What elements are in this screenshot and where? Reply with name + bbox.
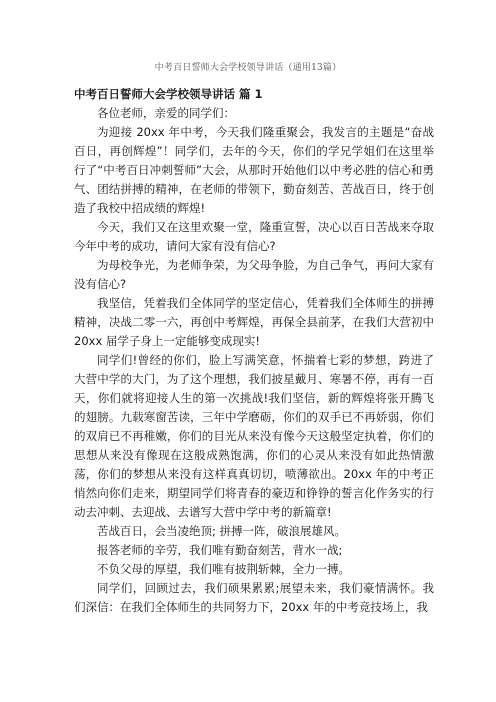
- paragraph: 苦战百日，会当凌绝顶; 拼搏一阵，破浪展雄风。: [97, 524, 347, 538]
- paragraph: 同学们，回顾过去，我们硕果累累;展望未来，我们豪情满怀。我们深信：在我们全体师生的共同努力下，20xx 年的中考竞技场上，我: [74, 581, 434, 614]
- document-body: [74, 86, 434, 617]
- paragraph: 不负父母的厚望，我们唯有披荆斩棘，全力一搏。: [97, 562, 350, 576]
- paragraph-greeting: 各位老师，亲爱的同学们：: [97, 106, 235, 120]
- paragraph: 报答老师的辛劳，我们唯有勤奋刻苦，背水一战;: [97, 543, 343, 557]
- section-title: 中考百日誓师大会学校领导讲话 篇 1: [74, 87, 263, 101]
- paragraph: 为母校争光，为老师争荣，为父母争脸，为自己争气，再问大家有没有信心?: [74, 258, 434, 291]
- document-header-title: 中考百日誓师大会学校领导讲话（通用13篇）: [154, 63, 342, 73]
- paragraph: 今天，我们又在这里欢聚一堂，隆重宣誓，决心以百日苦战来夺取今年中考的成功，请问大家有没有信心?: [74, 220, 434, 253]
- paragraph: 为迎接 20xx 年中考，今天我们隆重聚会，我发言的主题是“奋战百日，再创辉煌”！同学们，去年的今天，你们的学兄学姐们在这里举行了“中考百日冲刺誓师”大会，从那时开始他们以中考必胜的信心和勇气、团结拼搏的精神，在老师的带领下，勤奋刻苦、苦战百日，终于创造了我校中招成绩的辉煌!: [74, 125, 434, 215]
- paragraph: 同学们!曾经的你们，脸上写满笑意，怀揣着七彩的梦想，跨进了大营中学的大门，为了这个理想，我们披星戴月、寒暑不停，再有一百天，你们就将迎接人生的第一次挑战!我们坚信，新的辉煌将张开腾飞的翅膀。九载寒窗苦读，三年中学磨砺，你们的双手已不再娇弱，你们的双肩已不再稚嫩，你们的目光从来没有像今天这般坚定执着，你们的思想从来没有像现在这般成熟饱满，你们的心灵从来没有如此热情激荡，你们的梦想从来没有这样真真切切，喷薄欲出。20xx 年的中考正悄然向你们走来，期望同学们将青春的豪迈和铮铮的誓言化作务实的行动去冲刺、去迎战、去谱写大营中学中考的新篇章!: [74, 353, 434, 519]
- paragraph: 我坚信，凭着我们全体同学的坚定信心，凭着我们全体师生的拼搏精神，决战二零一六，再创中考辉煌，再保全县前茅，在我们大营初中 20xx 届学子身上一定能够变成现实!: [74, 296, 434, 348]
